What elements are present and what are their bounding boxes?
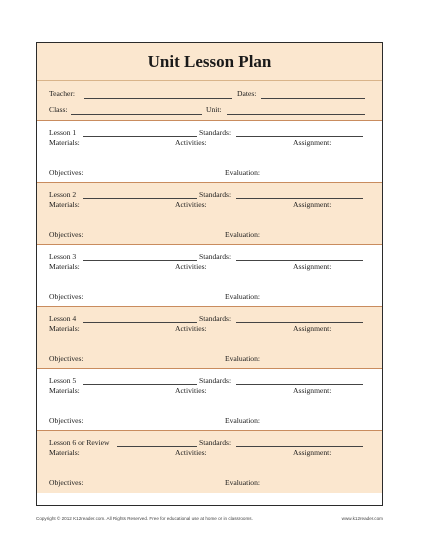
lesson-name-line[interactable] [83, 322, 197, 323]
class-field-line[interactable] [71, 114, 202, 115]
standards-label: Standards: [199, 190, 232, 199]
standards-line[interactable] [236, 260, 363, 261]
lesson-block [37, 183, 382, 245]
standards-line[interactable] [236, 384, 363, 385]
standards-label: Standards: [199, 376, 232, 385]
evaluation-label: Evaluation: [225, 168, 261, 177]
evaluation-label: Evaluation: [225, 478, 261, 487]
assignment-label: Assignment: [293, 138, 332, 147]
dates-field-line[interactable] [261, 98, 365, 99]
class-label: Class: [49, 105, 68, 114]
lesson-label: Lesson 3 [49, 252, 77, 261]
materials-label: Materials: [49, 200, 80, 209]
objectives-label: Objectives: [49, 292, 84, 301]
activities-label: Activities: [175, 262, 207, 271]
activities-label: Activities: [175, 324, 207, 333]
page-title: Unit Lesson Plan [37, 43, 382, 81]
standards-line[interactable] [236, 136, 363, 137]
standards-label: Standards: [199, 314, 232, 323]
standards-line[interactable] [236, 198, 363, 199]
materials-label: Materials: [49, 448, 80, 457]
materials-label: Materials: [49, 324, 80, 333]
objectives-label: Objectives: [49, 230, 84, 239]
objectives-label: Objectives: [49, 478, 84, 487]
lesson-label: Lesson 4 [49, 314, 77, 323]
lessons-list [37, 121, 382, 493]
lesson-name-line[interactable] [83, 136, 197, 137]
lesson-block [37, 307, 382, 369]
assignment-label: Assignment: [293, 386, 332, 395]
assignment-label: Assignment: [293, 262, 332, 271]
objectives-label: Objectives: [49, 416, 84, 425]
lesson-name-line[interactable] [117, 446, 197, 447]
lesson-label: Lesson 6 or Review [49, 438, 110, 447]
standards-line[interactable] [236, 322, 363, 323]
header-fields [37, 81, 382, 121]
lesson-block [37, 369, 382, 431]
copyright-text: Copyright © 2012 K12reader.com. All Rights Reserved. Free for educational use at home or in classrooms. [36, 516, 253, 521]
activities-label: Activities: [175, 138, 207, 147]
standards-label: Standards: [199, 438, 232, 447]
unit-field-line[interactable] [227, 114, 365, 115]
footer [36, 516, 383, 521]
lesson-name-line[interactable] [83, 384, 197, 385]
evaluation-label: Evaluation: [225, 416, 261, 425]
lesson-block [37, 245, 382, 307]
activities-label: Activities: [175, 448, 207, 457]
standards-label: Standards: [199, 252, 232, 261]
evaluation-label: Evaluation: [225, 354, 261, 363]
teacher-field-line[interactable] [84, 98, 232, 99]
objectives-label: Objectives: [49, 168, 84, 177]
teacher-dates-row [37, 85, 382, 101]
lesson-block [37, 431, 382, 493]
activities-label: Activities: [175, 386, 207, 395]
lesson-name-line[interactable] [83, 198, 197, 199]
class-unit-row [37, 101, 382, 117]
evaluation-label: Evaluation: [225, 230, 261, 239]
teacher-label: Teacher: [49, 89, 76, 98]
materials-label: Materials: [49, 138, 80, 147]
materials-label: Materials: [49, 262, 80, 271]
lesson-label: Lesson 5 [49, 376, 77, 385]
assignment-label: Assignment: [293, 324, 332, 333]
activities-label: Activities: [175, 200, 207, 209]
standards-label: Standards: [199, 128, 232, 137]
dates-label: Dates: [237, 89, 257, 98]
lesson-label: Lesson 2 [49, 190, 77, 199]
site-url[interactable]: www.k12reader.com [341, 516, 383, 521]
evaluation-label: Evaluation: [225, 292, 261, 301]
assignment-label: Assignment: [293, 200, 332, 209]
materials-label: Materials: [49, 386, 80, 395]
lesson-name-line[interactable] [83, 260, 197, 261]
standards-line[interactable] [236, 446, 363, 447]
unit-label: Unit: [206, 105, 222, 114]
lesson-label: Lesson 1 [49, 128, 77, 137]
assignment-label: Assignment: [293, 448, 332, 457]
lesson-block [37, 121, 382, 183]
lesson-plan-sheet [36, 42, 383, 506]
objectives-label: Objectives: [49, 354, 84, 363]
